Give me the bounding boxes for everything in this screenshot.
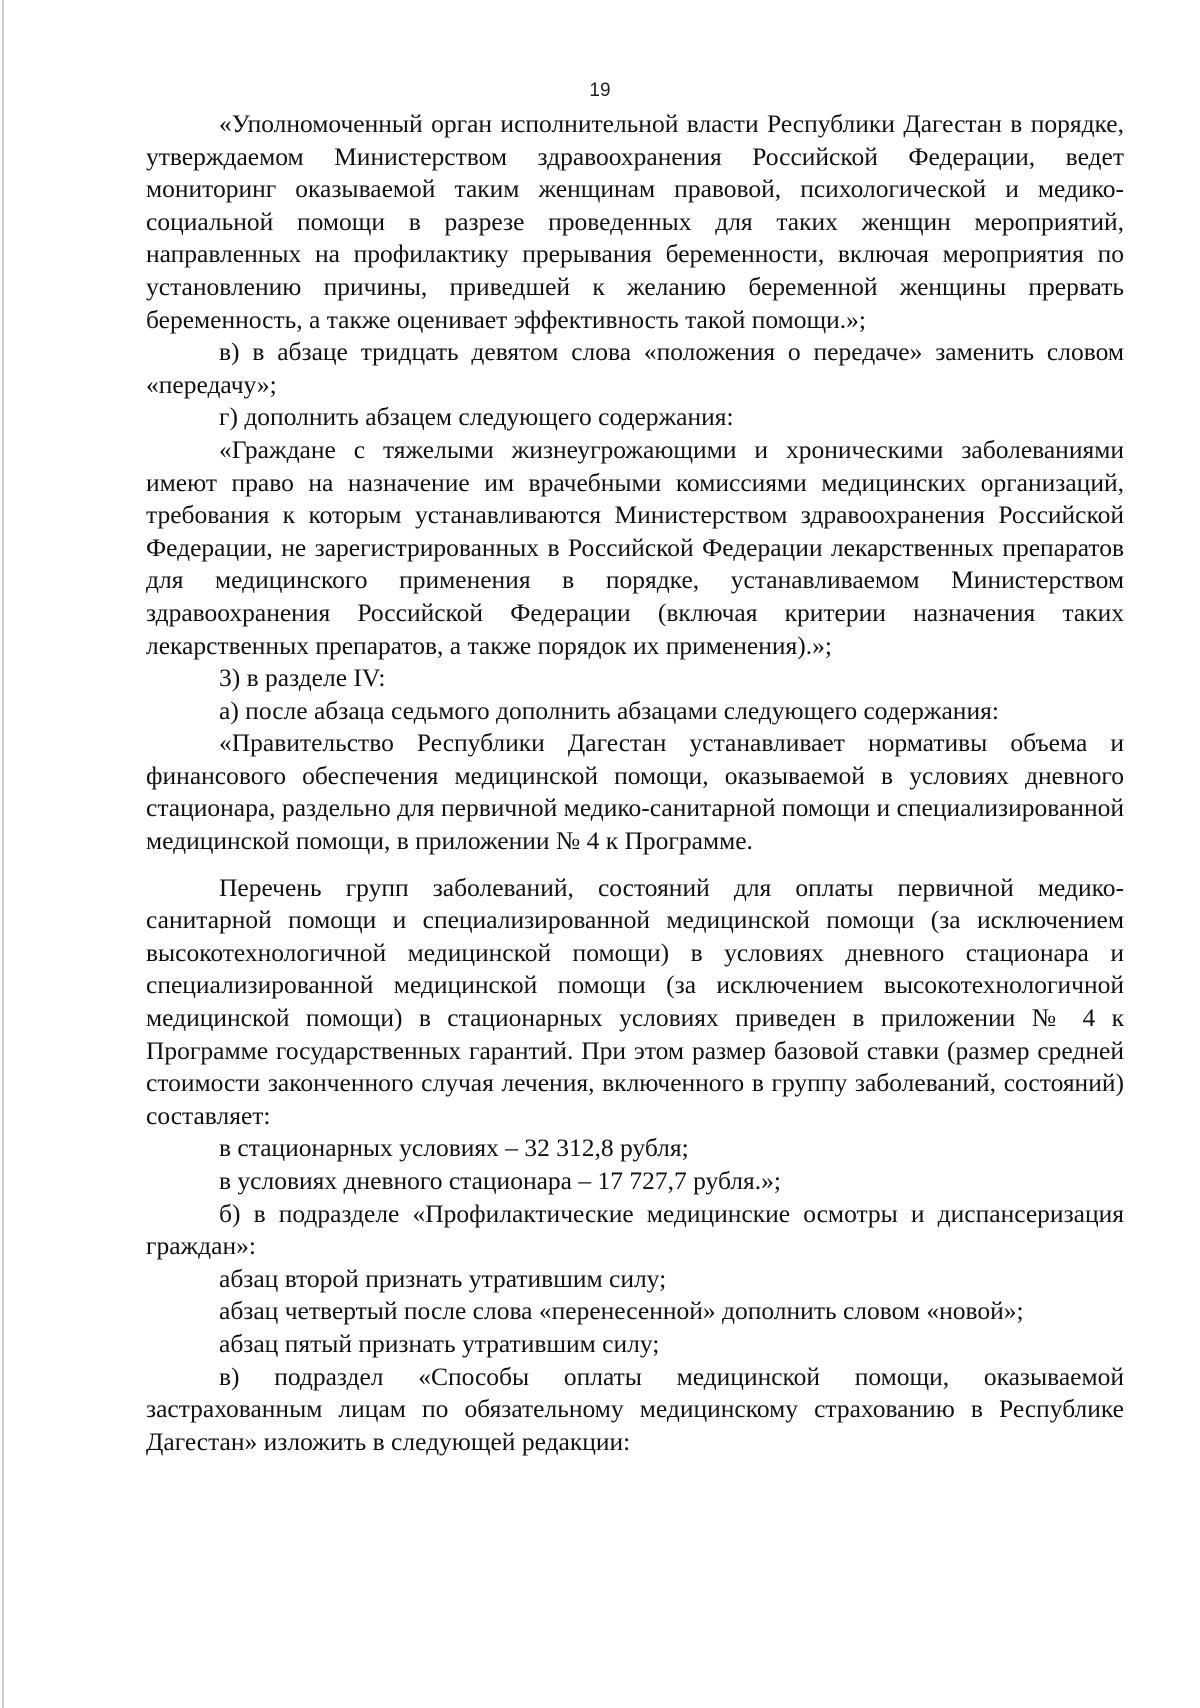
paragraph-government-norms: «Правительство Республики Дагестан устанавливает нормативы объема и финансового обеспечения медицинской помощи, оказываемой в условиях дневного стационара, раздельно для первичной медико-санитарной помощи и специализированной медицинской помощи, в приложении № 4 к Программе. <box>146 728 1124 856</box>
paragraph-day-hospital-rate: в условиях дневного стационара – 17 727,7 рубля.»; <box>219 1166 781 1195</box>
paragraph-amendment-g: г) дополнить абзацем следующего содержания: <box>219 402 734 432</box>
paragraph-amendment-v-payment: в) подраздел «Способы оплаты медицинской помощи, оказываемой застрахованным лицам по обязательному медицинскому страхованию в Республике Дагестан» изложить в следующей редакции: <box>146 1361 1124 1456</box>
document-body <box>146 108 1124 1458</box>
paragraph-monitoring: «Уполномоченный орган исполнительной власти Республики Дагестан в порядке, утверждаемом Министерством здравоохранения Российской Федерации, ведет мониторинг оказываемой таким женщинам правовой, психологической и медико-социальной помощи в разрезе проведенных для таких женщин мероприятий, направленных на профилактику прерывания беременности, включая мероприятия по установлению причины, приведшей к желанию беременной женщины прервать беременность, а также оценивает эффективность такой помощи.»; <box>146 109 1124 334</box>
paragraph-second-void: абзац второй признать утратившим силу; <box>219 1263 667 1293</box>
paragraph-fifth-void: абзац пятый признать утратившим силу; <box>219 1328 660 1358</box>
paragraph-fourth-amend: абзац четвертый после слова «перенесенной» дополнить словом «новой»; <box>219 1296 1024 1326</box>
paragraph-amendment-b: б) в подразделе «Профилактические медицинские осмотры и диспансеризация граждан»: <box>146 1198 1124 1261</box>
page-number: 19 <box>589 80 611 101</box>
paragraph-inpatient-rate: в стационарных условиях – 32 312,8 рубля; <box>219 1133 689 1163</box>
paragraph-citizens-rights: «Граждане с тяжелыми жизнеугрожающими и хроническими заболеваниями имеют право на назначение им врачебными комиссиями медицинских организаций, требования к которым устанавливаются Министерством здравоохранения Российской Федерации, не зарегистрированных в Российской Федерации лекарственных препаратов для медицинского применения в порядке, устанавливаемом Министерством здравоохранения Российской Федерации (включая критерии назначения таких лекарственных препаратов, а также порядок их применения).»; <box>146 434 1124 660</box>
paragraph-section-iv: 3) в разделе IV: <box>219 663 386 693</box>
paragraph-amendment-v: в) в абзаце тридцать девятом слова «положения о передаче» заменить словом «передачу»; <box>146 337 1124 399</box>
paragraph-disease-groups: Перечень групп заболеваний, состояний для оплаты первичной медико-санитарной помощи и специализированной медицинской помощи (за исключением высокотехнологичной медицинской помощи) в условиях дневного стационара и специализированной медицинской помощи (за исключением высокотехнологичной медицинской помощи) в стационарных условиях приведен в приложении № 4 к Программе государственных гарантий. При этом размер базовой ставки (размер средней стоимости законченного случая лечения, включенного в группу заболеваний, состояний) составляет: <box>146 872 1124 1130</box>
paragraph-amendment-a: а) после абзаца седьмого дополнить абзацами следующего содержания: <box>219 695 999 725</box>
scan-left-edge <box>2 0 4 1708</box>
